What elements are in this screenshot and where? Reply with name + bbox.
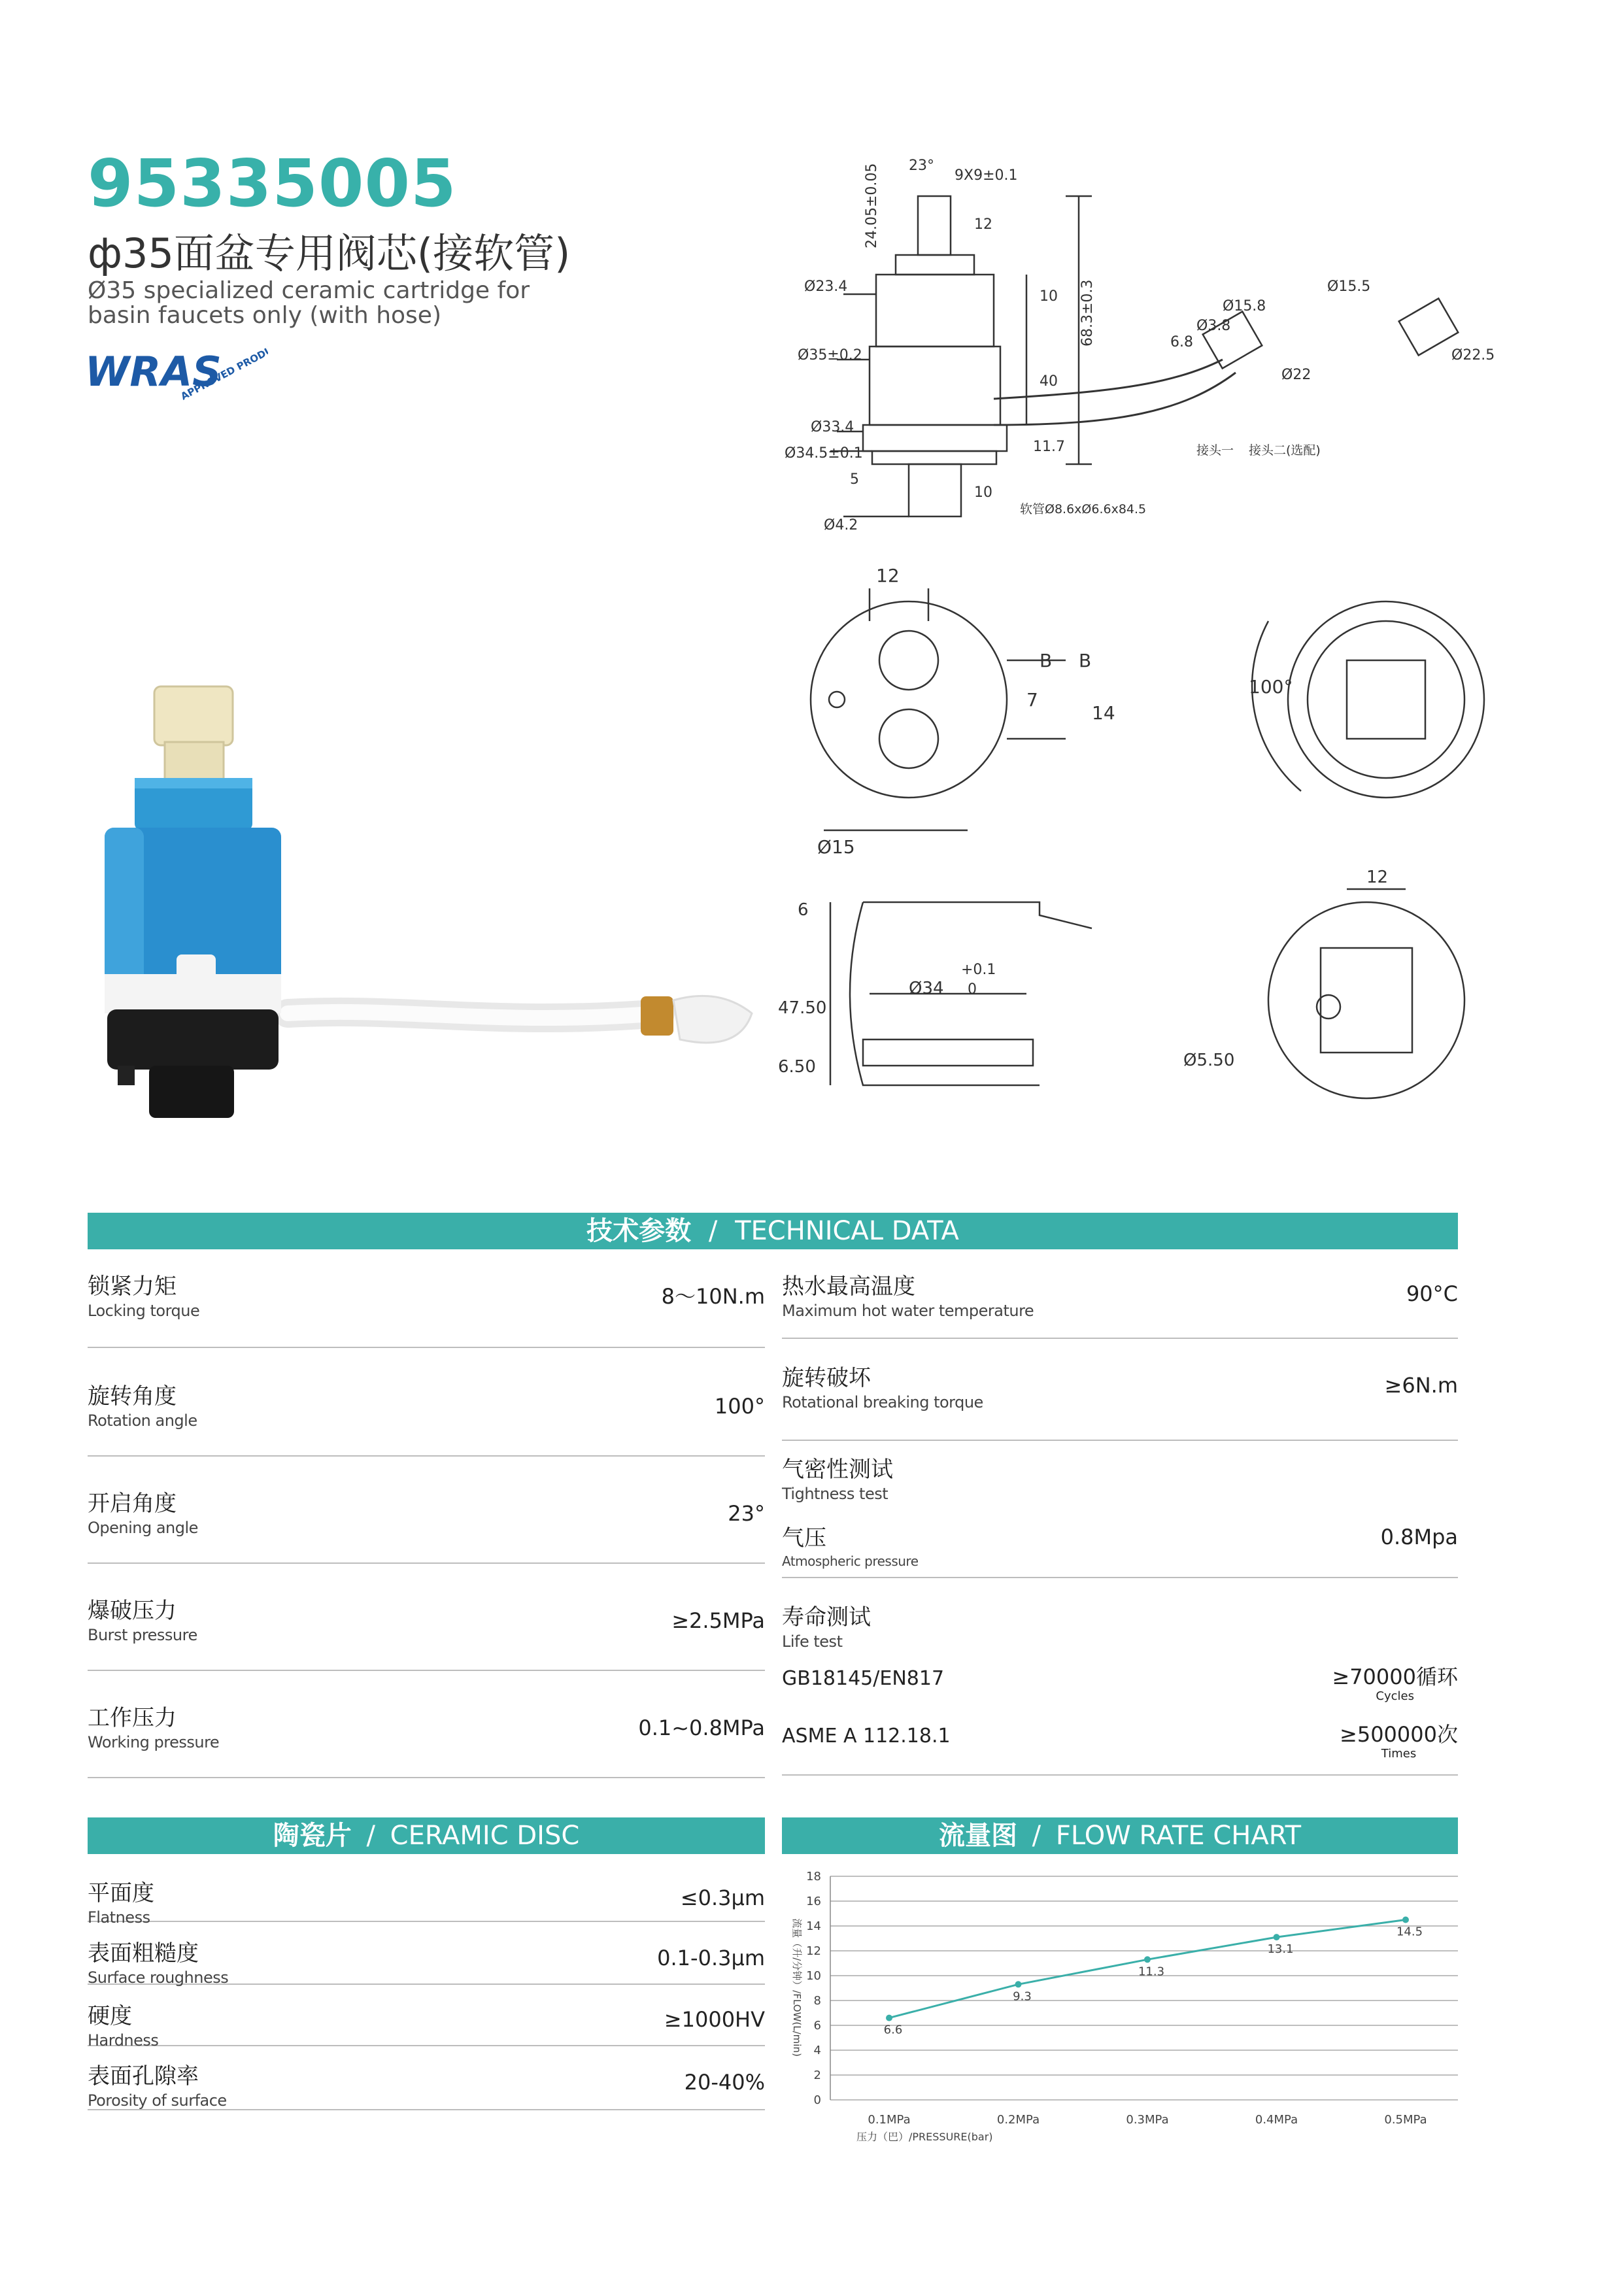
spec-label-en: Working pressure — [88, 1733, 220, 1751]
dim-label: Ø34 — [909, 979, 944, 998]
dim-label: 100° — [1249, 676, 1293, 698]
technical-drawing-top-view — [778, 562, 1549, 866]
dim-label: 11.7 — [1033, 439, 1065, 455]
ceramic-row-porosity — [88, 2058, 765, 2110]
x-tick-label: 0.5MPa — [1384, 2113, 1427, 2127]
spec-label-en: Burst pressure — [88, 1626, 197, 1644]
data-label: 6.6 — [883, 2023, 903, 2037]
x-tick-label: 0.4MPa — [1255, 2113, 1298, 2127]
spec-row-working-pressure — [88, 1700, 765, 1778]
ceramic-disc-header: 陶瓷片 / CERAMIC DISC — [88, 1817, 765, 1854]
flow-heading-cn: 流量图 — [938, 1821, 1017, 1851]
life-test-standard: ASME A 112.18.1 — [782, 1725, 951, 1747]
spec-value: ≥2.5MPa — [671, 1608, 765, 1633]
spec-value: 8～10N.m — [661, 1284, 765, 1309]
technical-data-heading-cn: 技术参数 — [586, 1216, 692, 1246]
technical-data-header: 技术参数 / TECHNICAL DATA — [88, 1213, 1458, 1249]
spec-label-en: Tightness test — [782, 1485, 888, 1503]
dim-label: 接头二(选配) — [1249, 443, 1321, 458]
life-test-standard: GB18145/EN817 — [782, 1667, 945, 1690]
dim-label: 12 — [974, 216, 992, 233]
x-tick-label: 0.3MPa — [1126, 2113, 1169, 2127]
dim-label: 40 — [1040, 373, 1058, 390]
dim-label: 6.50 — [778, 1057, 816, 1077]
dim-label: 接头一 — [1196, 443, 1234, 458]
data-label: 11.3 — [1138, 1965, 1165, 1979]
wras-logo-sub: APPROVED PRODUCT — [178, 345, 268, 403]
spec-label-cn: 工作压力 — [88, 1705, 177, 1731]
spec-sublabel-en: Atmospheric pressure — [782, 1553, 919, 1569]
y-tick-label: 12 — [806, 1944, 821, 1958]
spec-row-hot-water-temp — [782, 1268, 1458, 1339]
product-title-cn: ф35面盆专用阀芯(接软管) — [88, 229, 571, 277]
data-point — [1274, 1934, 1280, 1940]
dim-label: 6 — [798, 900, 809, 920]
spec-label-en: Locking torque — [88, 1302, 200, 1320]
technical-drawing-section-view — [778, 863, 1549, 1127]
dim-label: Ø22.5 — [1451, 347, 1495, 363]
dim-label: 软管Ø8.6xØ6.6x84.5 — [1020, 502, 1147, 516]
spec-value: 20-40% — [684, 2070, 765, 2095]
spec-label-en: Hardness — [88, 2031, 159, 2050]
dim-label: Ø4.2 — [824, 517, 858, 533]
dim-label: Ø35±0.2 — [798, 347, 862, 363]
dim-label: Ø15 — [817, 836, 855, 858]
y-tick-label: 8 — [813, 1994, 821, 2008]
dim-label: Ø33.4 — [811, 419, 854, 435]
ceramic-row-roughness — [88, 1935, 765, 1985]
dim-label: 5 — [850, 471, 859, 488]
dim-label: 6.8 — [1170, 334, 1193, 350]
data-label: 14.5 — [1396, 1925, 1423, 1939]
technical-data-heading-en: TECHNICAL DATA — [735, 1216, 959, 1246]
spec-row-locking-torque — [88, 1268, 765, 1348]
spec-row-breaking-torque — [782, 1360, 1458, 1441]
x-tick-label: 0.1MPa — [868, 2113, 911, 2127]
dim-label: Ø5.50 — [1183, 1051, 1235, 1070]
x-axis-title: 压力（巴）/PRESSURE(bar) — [856, 2131, 993, 2143]
dim-label: 7 — [1026, 689, 1038, 711]
spec-value: 0.1-0.3μm — [657, 1946, 765, 1970]
y-tick-label: 16 — [806, 1895, 821, 1908]
life-test-unit: Times — [1381, 1747, 1417, 1761]
data-point — [1402, 1917, 1409, 1923]
dim-label: 23° — [909, 158, 934, 174]
flow-rate-chart — [778, 1863, 1464, 2147]
spec-label-cn: 锁紧力矩 — [88, 1274, 177, 1300]
spec-label-cn: 平面度 — [88, 1880, 154, 1906]
dim-label: +0.1 — [961, 962, 996, 978]
dim-label: Ø3.8 — [1196, 318, 1231, 334]
spec-value: 100° — [714, 1394, 765, 1419]
spec-label-cn: 气密性测试 — [782, 1457, 893, 1483]
dim-label: 68.3±0.3 — [1079, 279, 1096, 346]
dim-label: 12 — [1366, 868, 1389, 887]
spec-row-rotation-angle — [88, 1378, 765, 1457]
dim-label: Ø34.5±0.1 — [785, 445, 863, 462]
life-test-value — [1332, 1661, 1458, 1703]
spec-label-cn: 硬度 — [88, 2003, 132, 2029]
spec-row-life-test — [782, 1599, 1458, 1776]
ceramic-row-flatness — [88, 1875, 765, 1927]
spec-label-cn: 爆破压力 — [88, 1598, 177, 1624]
dim-label: Ø23.4 — [804, 279, 848, 295]
spec-value: 23° — [728, 1501, 765, 1526]
product-title-en: Ø35 specialized ceramic cartridge for basin faucets only (with hose) — [88, 277, 530, 329]
x-tick-label: 0.2MPa — [996, 2113, 1040, 2127]
spec-value: ≤0.3μm — [680, 1885, 765, 1910]
spec-label-en: Porosity of surface — [88, 2091, 227, 2110]
dim-label: 47.50 — [778, 998, 827, 1018]
y-tick-label: 10 — [806, 1969, 821, 1983]
spec-row-burst-pressure — [88, 1593, 765, 1671]
spec-value: 0.8Mpa — [1380, 1525, 1458, 1549]
life-test-value-text: ≥500000次 — [1340, 1722, 1458, 1747]
spec-label-en: Opening angle — [88, 1519, 198, 1537]
spec-value: 90°C — [1406, 1281, 1458, 1306]
dim-label: 14 — [1092, 702, 1115, 724]
data-point — [886, 2015, 892, 2021]
life-test-value — [1340, 1718, 1458, 1761]
spec-label-cn: 表面孔隙率 — [88, 2063, 199, 2089]
spec-label-en: Flatness — [88, 1908, 150, 1927]
spec-label-cn: 旋转破坏 — [782, 1365, 871, 1391]
y-tick-label: 6 — [813, 2019, 821, 2033]
spec-label-cn: 表面粗糙度 — [88, 1940, 199, 1967]
ceramic-row-hardness — [88, 1998, 765, 2050]
spec-sublabel-cn: 气压 — [782, 1525, 826, 1551]
technical-drawing-side-view — [778, 150, 1536, 558]
ceramic-heading-en: CERAMIC DISC — [390, 1821, 580, 1851]
data-label: 9.3 — [1013, 1989, 1032, 2004]
flow-chart-header: 流量图 / FLOW RATE CHART — [782, 1817, 1458, 1854]
y-tick-label: 4 — [813, 2044, 821, 2057]
dim-label: 24.05±0.05 — [864, 163, 880, 248]
dim-label: B — [1040, 650, 1053, 671]
life-test-unit: Cycles — [1376, 1689, 1414, 1703]
spec-row-opening-angle — [88, 1485, 765, 1564]
spec-value: ≥1000HV — [664, 2007, 765, 2032]
data-label: 13.1 — [1267, 1942, 1294, 1957]
spec-label-en: Rotational breaking torque — [782, 1393, 983, 1411]
spec-label-cn: 热水最高温度 — [782, 1274, 915, 1300]
dim-label: Ø15.5 — [1327, 279, 1371, 295]
dim-label: 10 — [1040, 288, 1058, 305]
product-photo — [92, 673, 811, 1147]
wras-logo-text: WRAS — [85, 348, 222, 396]
y-tick-label: 0 — [813, 2093, 821, 2107]
spec-label-en: Surface roughness — [88, 1968, 229, 1987]
dim-label: 10 — [974, 484, 992, 501]
y-tick-label: 18 — [806, 1870, 821, 1883]
spec-label-cn: 寿命测试 — [782, 1604, 871, 1630]
dim-label: 0 — [968, 981, 977, 998]
product-model-number: 95335005 — [88, 145, 457, 222]
spec-value: 0.1~0.8MPa — [638, 1715, 765, 1740]
data-point — [1015, 1981, 1022, 1987]
dim-label: Ø22 — [1281, 367, 1311, 383]
y-tick-label: 14 — [806, 1919, 821, 1933]
spec-label-cn: 旋转角度 — [88, 1383, 177, 1410]
spec-label-en: Rotation angle — [88, 1411, 197, 1430]
spec-label-en: Life test — [782, 1632, 843, 1651]
y-tick-label: 2 — [813, 2068, 821, 2082]
wras-logo — [85, 345, 268, 407]
flow-heading-en: FLOW RATE CHART — [1055, 1821, 1302, 1851]
data-point — [1144, 1956, 1151, 1963]
dim-label: B — [1079, 650, 1092, 671]
life-test-value-text: ≥70000循环 — [1332, 1664, 1458, 1689]
dim-label: 12 — [876, 565, 900, 586]
ceramic-heading-cn: 陶瓷片 — [273, 1821, 352, 1851]
dim-label: Ø15.8 — [1223, 298, 1266, 314]
spec-label-cn: 开启角度 — [88, 1491, 177, 1517]
y-axis-title: 流量（升/分钟）/FLOW(L/min) — [791, 1918, 803, 2057]
dim-label: 9X9±0.1 — [955, 167, 1018, 184]
spec-value: ≥6N.m — [1384, 1373, 1458, 1398]
spec-label-en: Maximum hot water temperature — [782, 1302, 1034, 1320]
spec-row-tightness-test — [782, 1451, 1458, 1578]
